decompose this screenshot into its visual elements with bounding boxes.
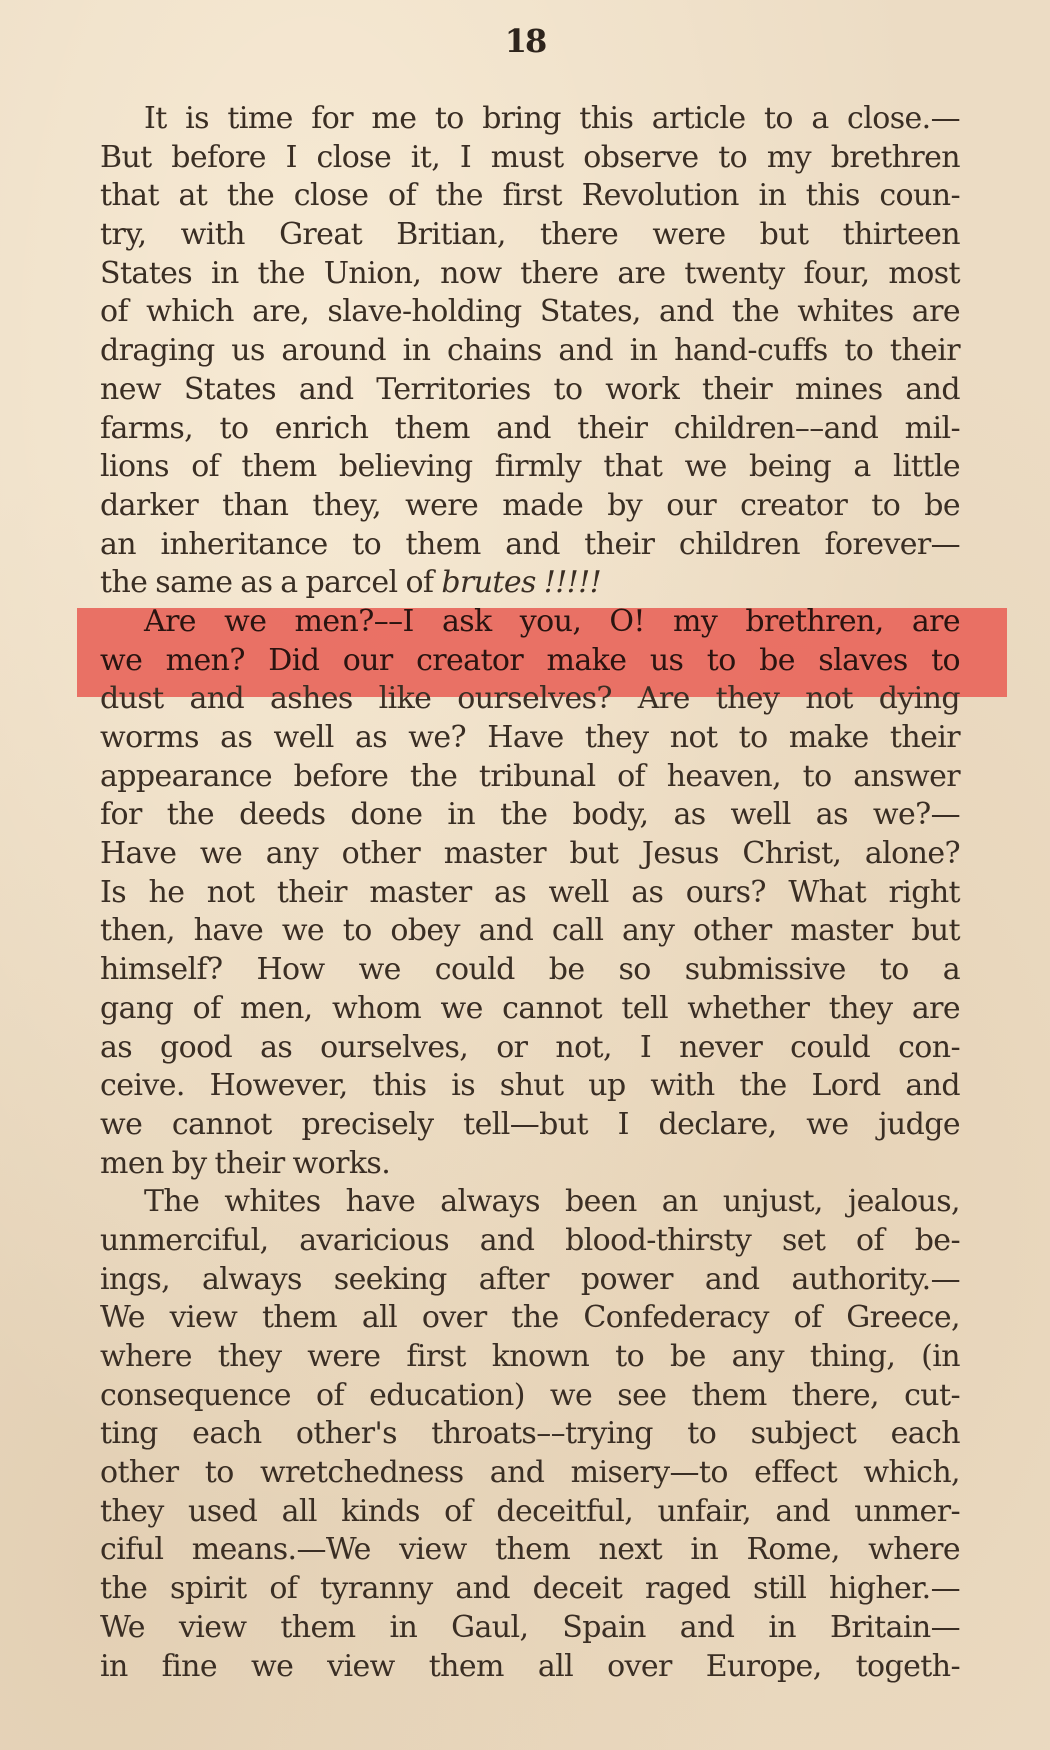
highlighted-text-line[interactable]: Are we men?––I ask you, O! my brethren, are: [144, 603, 960, 639]
text-line: ciful means.—We view them next in Rome, where: [100, 1532, 960, 1568]
text-line: dust and ashes like ourselves? Are they not dying: [100, 681, 960, 717]
text-line: gang of men, whom we cannot tell whether they are: [100, 990, 960, 1026]
text-line: men by their works.: [100, 1145, 391, 1181]
text-line: unmerciful, avaricious and blood-thirsty set of be-: [100, 1222, 960, 1258]
text-line: himself? How we could be so submissive to a: [100, 952, 960, 988]
text-line: It is time for me to bring this article to a close.—: [144, 101, 960, 136]
text-line: ting each other's throats––trying to subject each: [100, 1416, 960, 1452]
text-line: But before I close it, I must observe to my brethren: [100, 139, 960, 175]
text-line: other to wretchedness and misery—to effect which,: [100, 1455, 960, 1491]
highlighted-text-line[interactable]: we men? Did our creator make us to be slaves to: [100, 642, 960, 678]
text-line: of which are, slave-holding States, and the whites are: [100, 294, 960, 330]
text-line: worms as well as we? Have they not to make their: [100, 720, 960, 755]
text-line: try, with Great Britian, there were but thirteen: [100, 217, 960, 253]
text-line: ings, always seeking after power and authority.—: [100, 1261, 960, 1297]
text-line: new States and Territories to work their mines and: [100, 371, 960, 407]
text-line: ceive. However, this is shut up with the Lord and: [100, 1068, 960, 1104]
italic-emphasis: brutes !!!!!: [441, 565, 602, 601]
text-line: appearance before the tribunal of heaven, to answer: [100, 758, 960, 794]
text-line: where they were first known to be any thing, (in: [100, 1339, 960, 1374]
text-line: they used all kinds of deceitful, unfair, and unmer-: [100, 1493, 960, 1529]
text-line: farms, to enrich them and their children––and mil-: [100, 410, 960, 446]
text-line: draging us around in chains and in hand-cuffs to their: [100, 333, 960, 369]
text-line: an inheritance to them and their children forever—: [100, 526, 960, 562]
text-line: then, have we to obey and call any other master but: [100, 913, 960, 949]
text-line: We view them in Gaul, Spain and in Britain—: [100, 1609, 960, 1645]
text-line: we cannot precisely tell—but I declare, we judge: [100, 1106, 960, 1142]
text-line: [100, 564, 960, 603]
text-line: We view them all over the Confederacy of Greece,: [100, 1300, 960, 1336]
text-segment: the same as a parcel of: [100, 565, 442, 601]
text-line: darker than they, were made by our creator to be: [100, 487, 960, 523]
text-line: The whites have always been an unjust, jealous,: [144, 1184, 960, 1220]
text-line: lions of them believing firmly that we being a little: [100, 449, 960, 485]
text-line: in fine we view them all over Europe, togeth-: [100, 1648, 960, 1684]
text-line: that at the close of the first Revolution in this coun-: [100, 178, 960, 214]
text-line: consequence of education) we see them there, cut-: [100, 1377, 960, 1413]
text-line: Is he not their master as well as ours? What right: [100, 874, 960, 910]
text-line: the spirit of tyranny and deceit raged still higher.—: [100, 1571, 960, 1607]
text-line: States in the Union, now there are twenty four, most: [100, 255, 960, 291]
page-number: 18: [504, 22, 546, 60]
body-text: [100, 100, 960, 1686]
text-line: Have we any other master but Jesus Christ, alone?: [100, 836, 960, 872]
text-line: as good as ourselves, or not, I never could con-: [100, 1029, 960, 1065]
text-line: for the deeds done in the body, as well as we?—: [100, 797, 960, 833]
